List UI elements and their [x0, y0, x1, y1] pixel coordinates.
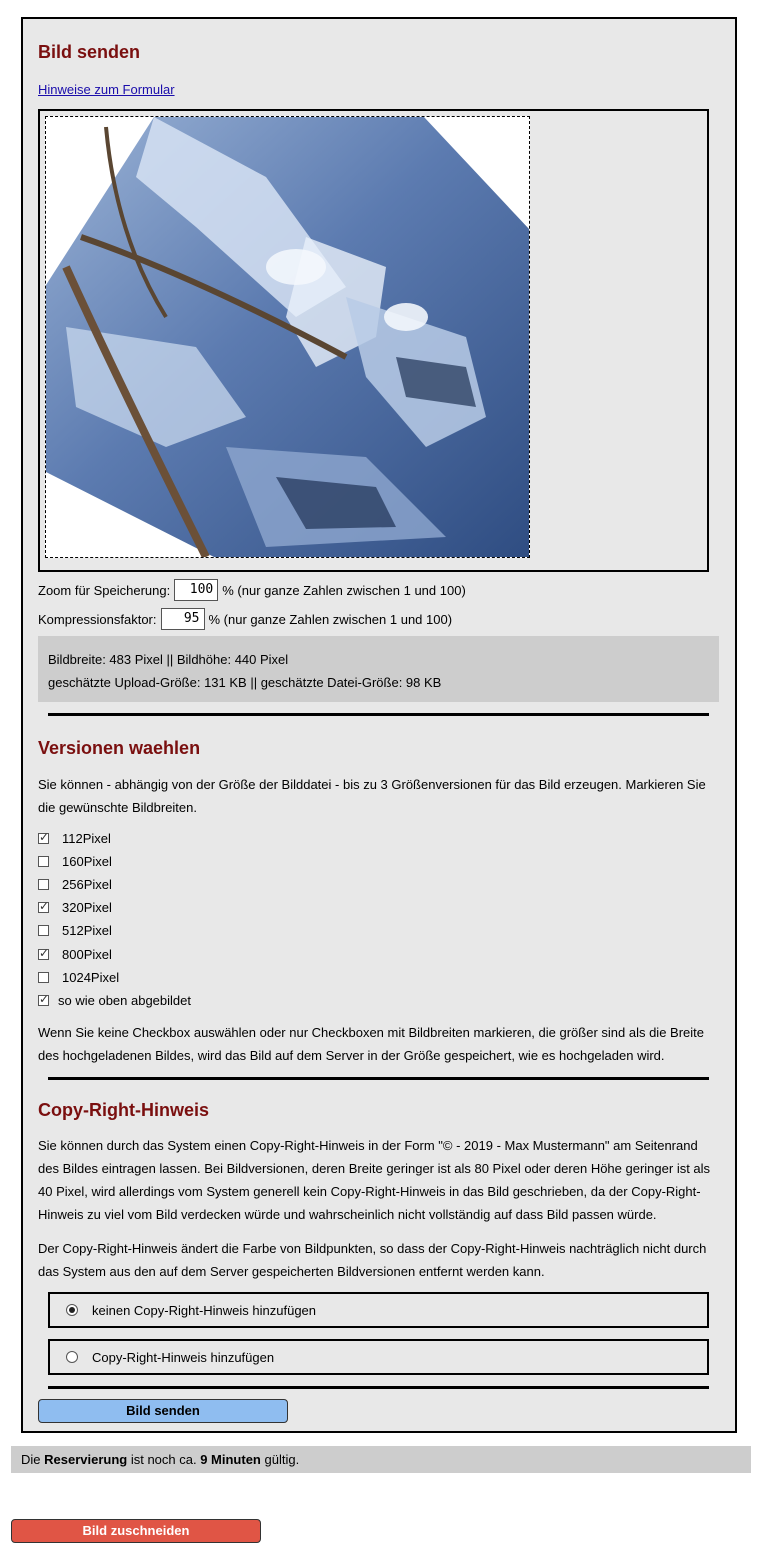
image-dimensions-text: Bildbreite: 483 Pixel || Bildhöhe: 440 Pixel	[48, 652, 289, 667]
copyright-text-line: 40 Pixel, wird allerdings vom System generell kein Copy-Right-Hinweis in das Bild geschrieben, da der Copy-Right-	[38, 1184, 701, 1199]
version-option-label: so wie oben abgebildet	[58, 992, 191, 1008]
divider	[48, 1077, 709, 1080]
version-option-as-shown[interactable]	[38, 990, 191, 1010]
estimated-size-text: geschätzte Upload-Größe: 131 KB || geschätzte Datei-Größe: 98 KB	[48, 675, 442, 690]
zoom-row	[38, 578, 466, 602]
version-option-1024[interactable]	[38, 967, 119, 987]
copyright-color-note	[38, 1237, 714, 1283]
send-image-button[interactable]: Bild senden	[38, 1399, 288, 1423]
versions-note-line: Wenn Sie keine Checkbox auswählen oder nur Checkboxen mit Bildbreiten markieren, die größer sind als die Breite	[38, 1025, 704, 1040]
section-title-copyright: Copy-Right-Hinweis	[38, 1100, 209, 1120]
version-option-label: 256Pixel	[62, 876, 112, 892]
version-option-800[interactable]	[38, 944, 112, 964]
zoom-hint: % (nur ganze Zahlen zwischen 1 und 100)	[222, 582, 466, 598]
checkbox[interactable]	[38, 879, 49, 890]
checkbox[interactable]	[38, 995, 49, 1006]
compression-label: Kompressionsfaktor:	[38, 611, 157, 627]
copyright-text-line: das System aus den auf dem Server gespeicherten Bildversionen entfernt werden kann.	[38, 1264, 545, 1279]
copyright-option-label: Copy-Right-Hinweis hinzufügen	[92, 1349, 275, 1365]
reservation-time: 9 Minuten	[200, 1452, 261, 1467]
checkbox[interactable]	[38, 856, 49, 867]
crop-image-button[interactable]: Bild zuschneiden	[11, 1519, 261, 1543]
version-option-112[interactable]	[38, 828, 111, 848]
reservation-text: Die	[21, 1452, 45, 1467]
copyright-text-line: Sie können durch das System einen Copy-Right-Hinweis in der Form "© - 2019 - Max Mustermann" am Seitenrand	[38, 1138, 698, 1153]
version-option-160[interactable]	[38, 851, 112, 871]
radio-button[interactable]	[66, 1304, 78, 1316]
image-preview-frame	[38, 109, 709, 572]
compression-hint: % (nur ganze Zahlen zwischen 1 und 100)	[208, 611, 453, 627]
zoom-input[interactable]: 100	[174, 579, 218, 601]
versions-note	[38, 1021, 714, 1067]
checkbox[interactable]	[38, 949, 49, 960]
radio-button[interactable]	[66, 1351, 78, 1363]
version-option-320[interactable]	[38, 897, 112, 917]
version-option-label: 800Pixel	[62, 946, 112, 962]
version-option-label: 160Pixel	[62, 853, 112, 869]
compression-row	[38, 607, 452, 631]
section-title-send-image: Bild senden	[38, 42, 141, 62]
copyright-description	[38, 1134, 714, 1226]
compression-input[interactable]: 95	[161, 608, 205, 630]
image-preview[interactable]	[45, 116, 530, 558]
divider	[48, 713, 709, 716]
version-option-256[interactable]	[38, 874, 112, 894]
divider	[48, 1386, 709, 1389]
checkbox[interactable]	[38, 902, 49, 913]
copyright-text-line: Hinweis zu viel vom Bild verdecken würde und wahrscheinlich nicht vollständig auf dass Bild passen würde.	[38, 1207, 657, 1222]
reservation-text: gültig.	[260, 1452, 300, 1467]
version-option-512[interactable]	[38, 920, 112, 940]
version-option-label: 320Pixel	[62, 899, 112, 915]
copyright-text-line: des Bildes eintragen lassen. Bei Bildversionen, deren Breite geringer ist als 80 Pixel oder deren Höhe geringer ist als	[38, 1161, 711, 1176]
form-hints-link[interactable]: Hinweise zum Formular	[38, 82, 175, 97]
reservation-text: ist noch ca.	[127, 1452, 201, 1467]
copyright-option-add[interactable]	[48, 1339, 709, 1375]
checkbox[interactable]	[38, 972, 49, 983]
zoom-label: Zoom für Speicherung:	[38, 582, 171, 598]
versions-intro	[38, 773, 714, 819]
versions-intro-line: Sie können - abhängig von der Größe der Bilddatei - bis zu 3 Größenversionen für das Bild erzeugen. Markieren Sie	[38, 777, 706, 792]
versions-intro-line: die gewünschte Bildbreiten.	[38, 800, 197, 815]
reservation-status-bar	[11, 1446, 751, 1473]
copyright-option-label: keinen Copy-Right-Hinweis hinzufügen	[92, 1302, 317, 1318]
version-option-label: 1024Pixel	[62, 969, 120, 985]
reservation-keyword: Reservierung	[44, 1452, 128, 1467]
copyright-text-line: Der Copy-Right-Hinweis ändert die Farbe von Bildpunkten, so dass der Copy-Right-Hinweis nachträglich nicht durch	[38, 1241, 707, 1256]
checkbox[interactable]	[38, 833, 49, 844]
versions-note-line: des hochgeladenen Bildes, wird das Bild auf dem Server in der Größe gespeichert, wie es hochgeladen wird.	[38, 1048, 665, 1063]
version-option-label: 512Pixel	[62, 922, 112, 938]
copyright-option-none[interactable]	[48, 1292, 709, 1328]
section-title-versions: Versionen waehlen	[38, 738, 201, 758]
checkbox[interactable]	[38, 925, 49, 936]
image-info-box	[38, 636, 719, 702]
version-option-label: 112Pixel	[62, 830, 111, 846]
ice-photo-image	[46, 117, 529, 557]
